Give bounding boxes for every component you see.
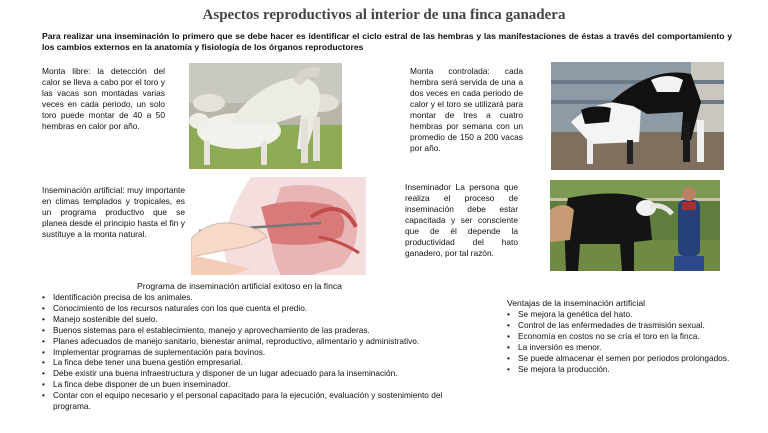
list-item: • Planes adecuados de manejo sanitario, bienestar animal, reproductivo, alimentario y administrativo. [42,336,462,347]
list-item: • La finca debe tener una buena gestión empresarial. [42,357,462,368]
list-item: • Economía en costos no se cría el toro en la finca. [507,331,732,342]
monta-controlada-text: Monta controlada: cada hembra será servida de una a dos veces en cada periodo de calor y el toro se utilizará para montar de tres a cuatro hembras por semana con un promedio de 150 a 200 vacas por año. [410,66,523,153]
ventajas-list [507,309,732,374]
monta-libre-photo [189,63,342,169]
page-title: Aspectos reproductivos al interior de una finca ganadera [202,7,566,23]
list-item: • Contar con el equipo necesario y el personal capacitado para la ejecución, evaluación y sostenimiento del programa. [42,390,462,412]
list-item: • Implementar programas de suplementación para bovinos. [42,347,462,358]
monta-libre-text: Monta libre: la detección del calor se lleva a cabo por el toro y las vacas son montadas varias veces en cada periodo, un solo toro puede montar de 40 a 50 hembras en calor por año. [42,66,165,131]
intro-paragraph: Para realizar una inseminación lo primero que se debe hacer es identificar el ciclo estral de las hembras y las manifestaciones de éstas a través del comportamiento y los cambios externos en la anatomía y fisiología de los órganos reproductores [42,31,732,52]
list-item: • Conocimiento de los recursos naturales con los que cuenta el predio. [42,303,462,314]
programa-title: Programa de inseminación artificial exitoso en la finca [137,281,342,291]
inseminador-photo [550,180,720,271]
list-item: • Se mejora la producción. [507,364,732,375]
list-item: • Se mejora la genética del hato. [507,309,732,320]
list-item: • Se puede almacenar el semen por periodos prolongados. [507,353,732,364]
inseminador-text: Inseminador La persona que realiza el proceso de inseminación debe estar capacitada y ser consciente que de él depende la productividad del hato ganadero, por tal razón. [405,182,518,258]
inseminacion-illustration [191,177,366,275]
list-item: • Buenos sistemas para el establecimiento, manejo y aprovechamiento de las praderas. [42,325,462,336]
list-item: • La finca debe disponer de un buen inseminador. [42,379,462,390]
list-item: • Identificación precisa de los animales. [42,292,462,303]
list-item: • Debe existir una buena infraestructura y disponer de un lugar adecuado para la inseminación. [42,368,462,379]
list-item: • La inversión es menor. [507,342,732,353]
inseminacion-artificial-text: Inseminación artificial: muy importante en climas templados y tropicales, es un programa productivo que se planea desde el principio hasta el fin y sustituye a la monta natural. [42,185,185,239]
list-item: • Control de las enfermedades de trasmisión sexual. [507,320,732,331]
list-item: • Manejo sostenible del suelo. [42,314,462,325]
programa-list [42,292,462,412]
monta-controlada-photo [551,62,724,170]
ventajas-title: Ventajas de la inseminación artificial [507,298,646,308]
